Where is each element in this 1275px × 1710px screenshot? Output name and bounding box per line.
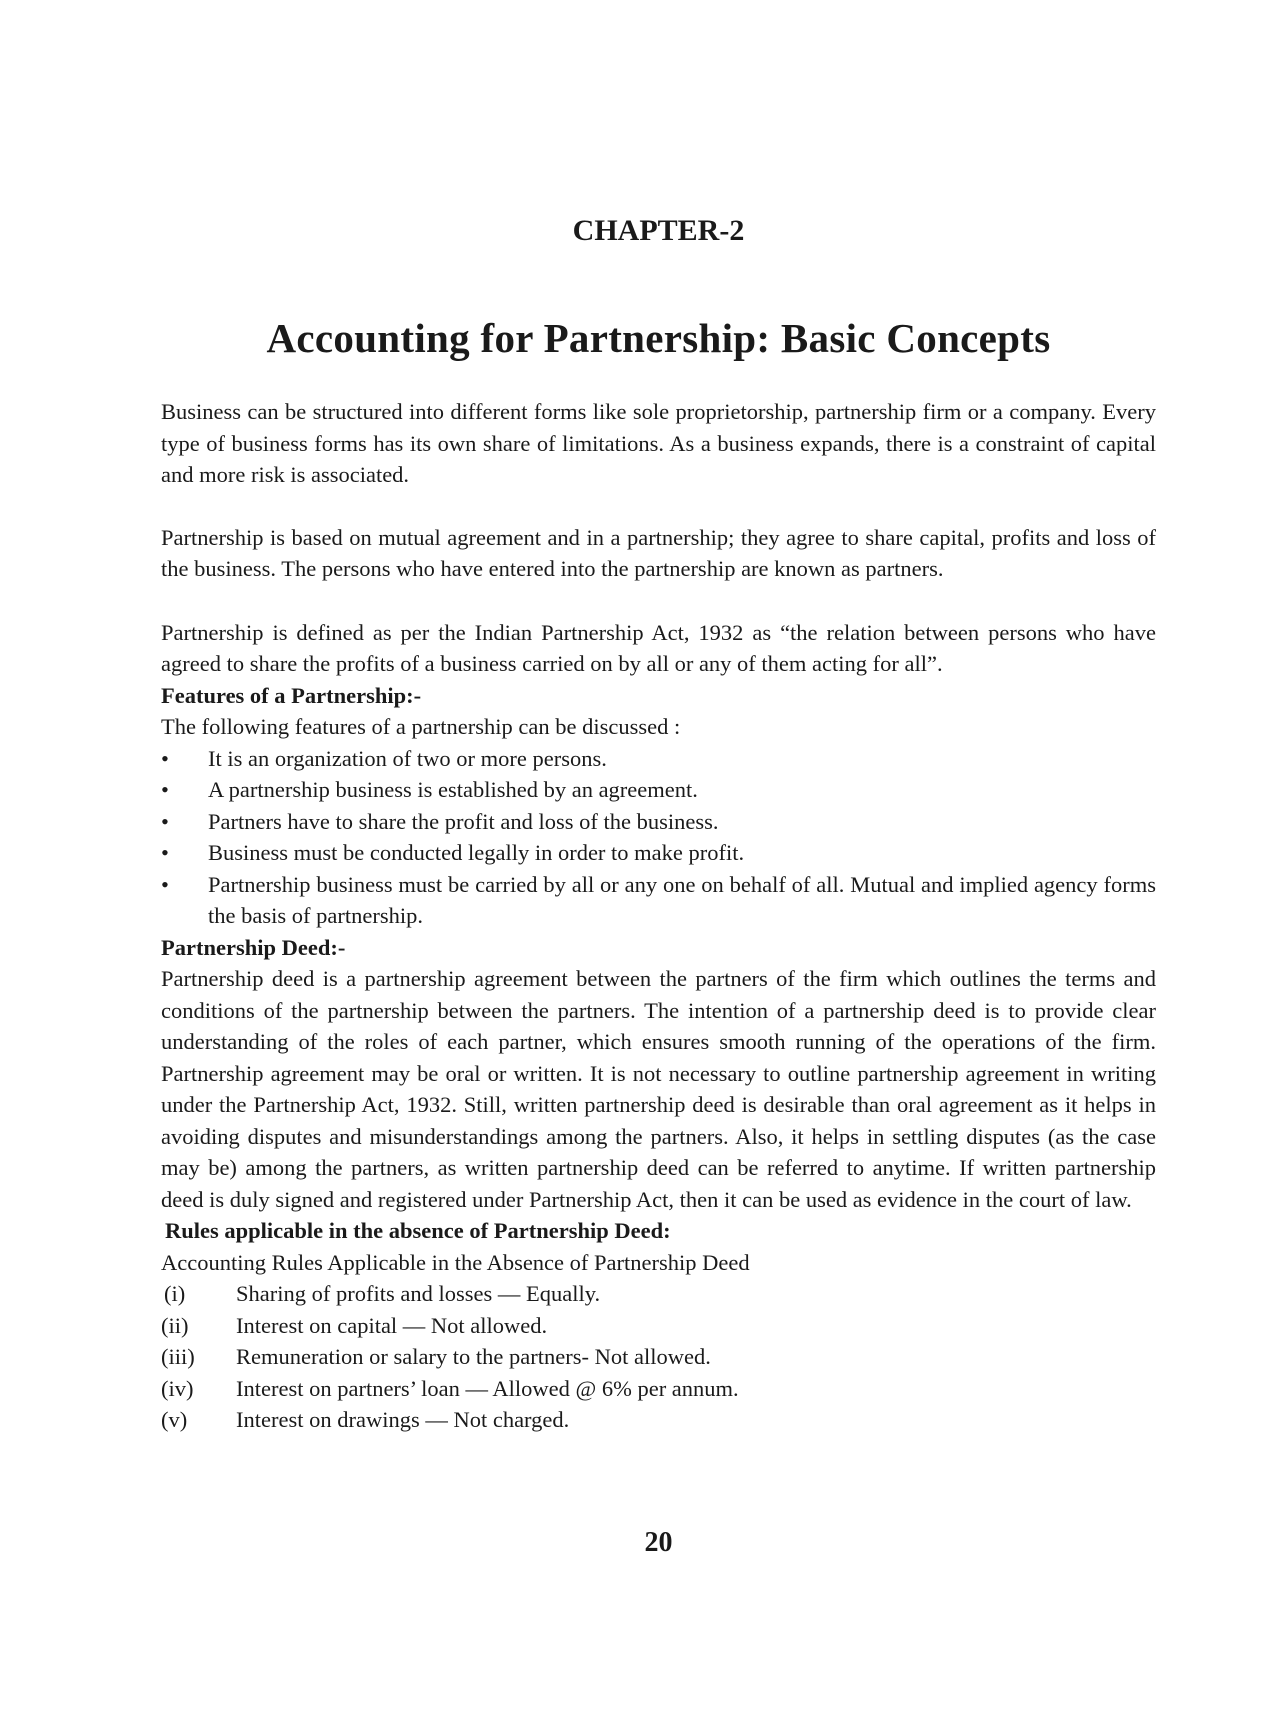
bullet-icon: • [161,745,169,771]
list-item: • Partners have to share the profit and loss of the business. [161,806,1156,838]
bullet-icon: • [161,808,169,834]
list-item: (iv) Interest on partners’ loan — Allowed @ 6% per annum. [161,1375,739,1401]
chapter-label: CHAPTER-2 [572,214,745,247]
document-body [161,396,1156,1436]
rules-heading: Rules applicable in the absence of Partnership Deed: [165,1218,671,1243]
mutual-agreement-paragraph: Partnership is based on mutual agreement and in a partnership; they agree to share capital, profits and loss of the business. The persons who have entered into the partnership are known as partners. [161,524,1156,581]
intro-paragraph: Business can be structured into different forms like sole proprietorship, partnership firm or a company. Every type of business forms has its own share of limitations. As a business expands, there is a constraint of capital and more risk is associated. [161,399,1156,487]
bullet-icon: • [161,871,169,897]
features-list [161,743,1156,932]
features-intro: The following features of a partnership can be discussed : [161,714,681,739]
list-item: (ii) Interest on capital — Not allowed. [161,1312,548,1338]
deed-heading: Partnership Deed:- [161,934,346,960]
page-title: Accounting for Partnership: Basic Concepts [266,315,1051,361]
list-item: • Business must be conducted legally in order to make profit. [161,837,1156,869]
page-number: 20 [644,1527,673,1558]
list-item: • Partnership business must be carried by all or any one on behalf of all. Mutual and implied agency forms the basis of partnership. [161,869,1156,932]
deed-paragraph: Partnership deed is a partnership agreement between the partners of the firm which outlines the terms and conditions of the partnership between the partners. The intention of a partnership deed is to provide clear understanding of the roles of each partner, which ensures smooth running of the operations of the firm. Partnership agreement may be oral or written. It is not necessary to outline partnership agreement in writing under the Partnership Act, 1932. Still, written partnership deed is desirable than oral agreement as it helps in avoiding disputes and misunderstandings among the partners. Also, it helps in settling disputes (as the case may be) among the partners, as written partnership deed can be referred to anytime. If written partnership deed is duly signed and registered under Partnership Act, then it can be used as evidence in the court of law. [161,966,1156,1212]
bullet-icon: • [161,777,169,802]
list-item: (iii) Remuneration or salary to the partners- Not allowed. [161,1344,711,1369]
definition-paragraph: Partnership is defined as per the Indian Partnership Act, 1932 as “the relation between persons who have agreed to share the profits of a business carried on by all or any of them acting for all”. [161,619,1156,676]
list-item: (i) Sharing of profits and losses — Equally. [164,1281,601,1306]
rules-list [161,1278,1156,1436]
list-item: • It is an organization of two or more persons. [161,743,1156,775]
list-item: • A partnership business is established by an agreement. [161,774,1156,806]
features-heading: Features of a Partnership:- [161,682,422,708]
list-item: (v) Interest on drawings — Not charged. [161,1407,570,1432]
bullet-icon: • [161,840,169,865]
rules-intro: Accounting Rules Applicable in the Absence of Partnership Deed [161,1249,750,1275]
